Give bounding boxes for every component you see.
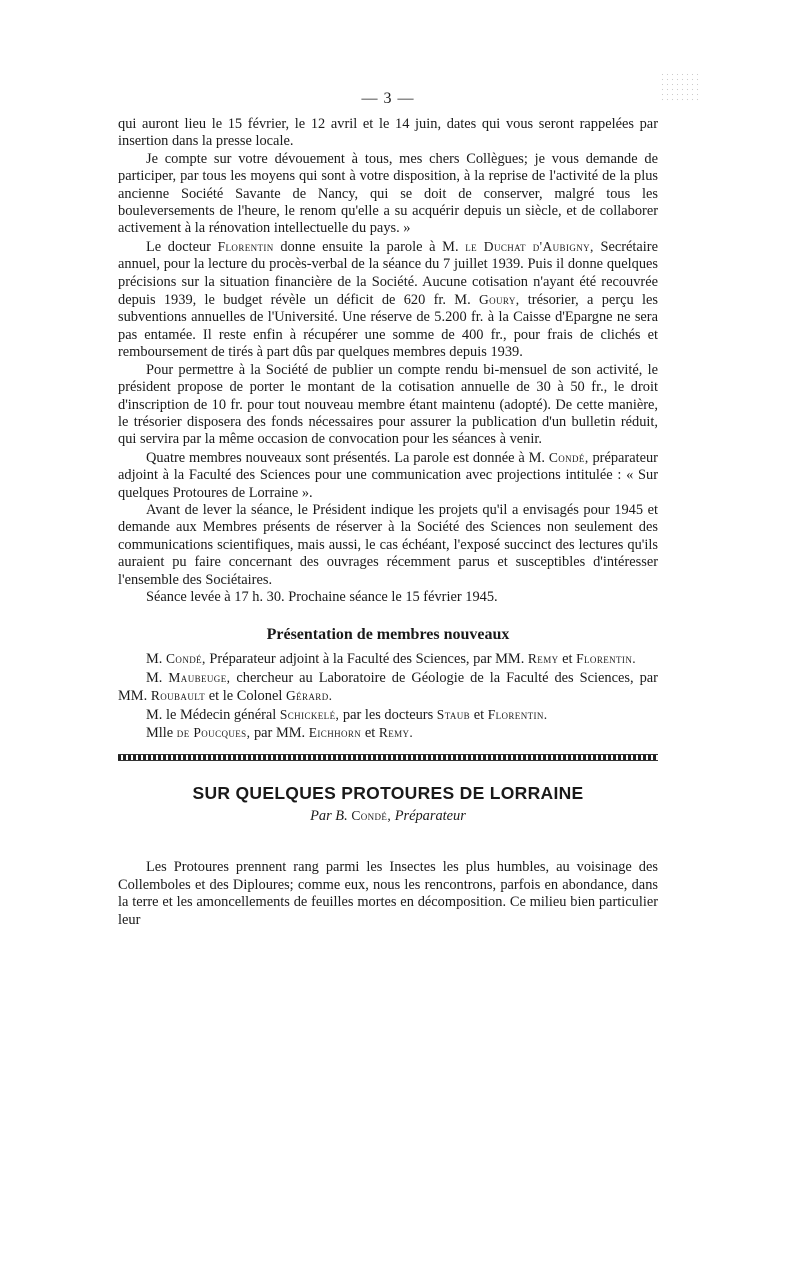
p5-text-b: préparateur adjoint à la Faculté des Sciences pour une communication avec projections intitulée : « Sur quelques Protoures de Lorraine ». [118, 449, 658, 501]
member-prefix: M. [146, 669, 163, 686]
sponsor-name: Florentin. [576, 651, 636, 667]
page-number: — 3 — [361, 90, 415, 107]
sponsor-name: Remy. [378, 725, 414, 740]
sponsor-name: Eichhorn [308, 725, 362, 740]
article-body: Les Protoures prennent rang parmi les Insectes les plus humbles, au voisinage des Collemboles et des Diploures; comme eux, nous les rencontrons, parfois en abondance, dans la terre et les amoncellements de feuilles mortes en décomposition. Ce milieu bien particulier leur [118, 859, 658, 928]
sponsor-name: Gérard. [285, 688, 333, 704]
paragraph-2: Je compte sur votre dévouement à tous, mes chers Collègues; je vous demande de participer, par tous les moyens qui sont à votre disposition, à la reprise de l'activité de la plus ancienne Société Savante de Nancy, qui se doit de conserver, malgré tous les bouleversements de l'heure, le renom qu'elle a su acquérir depuis un siècle, et de collaborer activement à la rénovation intellectuelle du pays. » [118, 150, 658, 237]
article-title: SUR QUELQUES PROTOURES DE LORRAINE [192, 783, 584, 804]
byline-role: Préparateur [394, 808, 466, 825]
sponsor-name: Remy [527, 651, 559, 667]
paragraph-6: Avant de lever la séance, le Président indique les projets qu'il a envisagés pour 1945 et demande aux Membres présents de réserver à la Société des Sciences non seulement des communications scientifiques, mais aussi, le cas échéant, l'exposé succinct des lectures qu'ils auraient pu faire concernant des ouvrages récemment parus et susceptibles d'intéresser l'ensemble des Sociétaires. [118, 501, 658, 588]
byline-author: Condé, [351, 808, 392, 824]
name-le-duchat: le Duchat d'Aubigny, [465, 238, 594, 254]
name-goury: Goury, [478, 292, 520, 308]
member-entry [118, 650, 658, 668]
member-text: chercheur au Laboratoire de Géologie de la Faculté des Sciences, par MM. [118, 669, 658, 705]
member-entry [118, 669, 658, 706]
members-section-title: Présentation de membres nouveaux [266, 626, 510, 644]
member-conj: et [473, 706, 485, 723]
name-conde: Condé, [548, 449, 589, 465]
document-page [118, 90, 658, 929]
member-name: Condé, [166, 651, 206, 667]
name-florentin: Florentin [217, 238, 274, 254]
member-conj: et [562, 651, 573, 668]
member-conj: et [364, 725, 376, 741]
member-text: et le Colonel [208, 688, 283, 705]
members-list [118, 650, 658, 742]
p3-text-b: donne ensuite la parole à M. [280, 238, 459, 255]
member-name: Maubeuge, [168, 669, 231, 685]
member-name: Schickelé, [279, 706, 340, 722]
paragraph-4: Pour permettre à la Société de publier un compte rendu bi-mensuel de son activité, le président propose de porter le montant de la cotisation annuelle de 30 à 50 fr., le droit d'inscription de 10 fr. pour tout nouveau membre étant maintenu (adopté). De cette manière, le trésorier disposera des fonds nécessaires pour assurer la publication d'un bulletin réduit, qui servira par la même occasion de convocation pour les séances à venir. [118, 361, 658, 448]
paragraph-5 [118, 449, 658, 502]
member-prefix: Mlle [146, 725, 174, 741]
member-text: par MM. [253, 725, 306, 741]
sponsor-name: Roubault [150, 688, 206, 704]
p3-text-a: Le docteur [146, 238, 211, 255]
member-entry [118, 706, 658, 724]
member-text: par les docteurs [342, 706, 434, 723]
scan-specks [660, 72, 700, 102]
member-prefix: M. [146, 651, 163, 668]
article-byline [118, 808, 658, 825]
p3-text-c: Secrétaire annuel, pour la lecture du procès-verbal de la séance du 7 juillet 1939. Puis il donne quelques précisions sur la situation financière de la Société. Aucune cotisation n'ayant été recouvrée depuis 1939, le budget révèle un déficit de 620 fr. M. [118, 238, 658, 309]
member-text: Préparateur adjoint à la Faculté des Sciences, par MM. [209, 651, 525, 668]
byline-par: Par B. [310, 808, 348, 825]
sponsor-name: Florentin. [487, 706, 548, 722]
section-divider [118, 754, 658, 761]
member-entry [118, 724, 658, 742]
paragraph-1: qui auront lieu le 15 février, le 12 avril et le 14 juin, dates qui vous seront rappelées par insertion dans la presse locale. [118, 116, 658, 150]
p3-text-d: trésorier, a perçu les subventions annuelles de l'Université. Une réserve de 5.200 fr. à la Caisse d'Epargne ne sera pas entamée. Il reste enfin à récupérer une somme de 400 fr., pour frais de clichés et remboursement de tirés à part dûs par quelques membres depuis 1939. [118, 292, 658, 361]
member-prefix: M. le Médecin général [146, 706, 277, 723]
p5-text-a: Quatre membres nouveaux sont présentés. La parole est donnée à M. [146, 449, 545, 466]
paragraph-7: Séance levée à 17 h. 30. Prochaine séance le 15 février 1945. [146, 588, 498, 605]
paragraph-3 [118, 238, 658, 362]
member-name: de Poucques, [176, 725, 251, 740]
sponsor-name: Staub [436, 706, 471, 722]
